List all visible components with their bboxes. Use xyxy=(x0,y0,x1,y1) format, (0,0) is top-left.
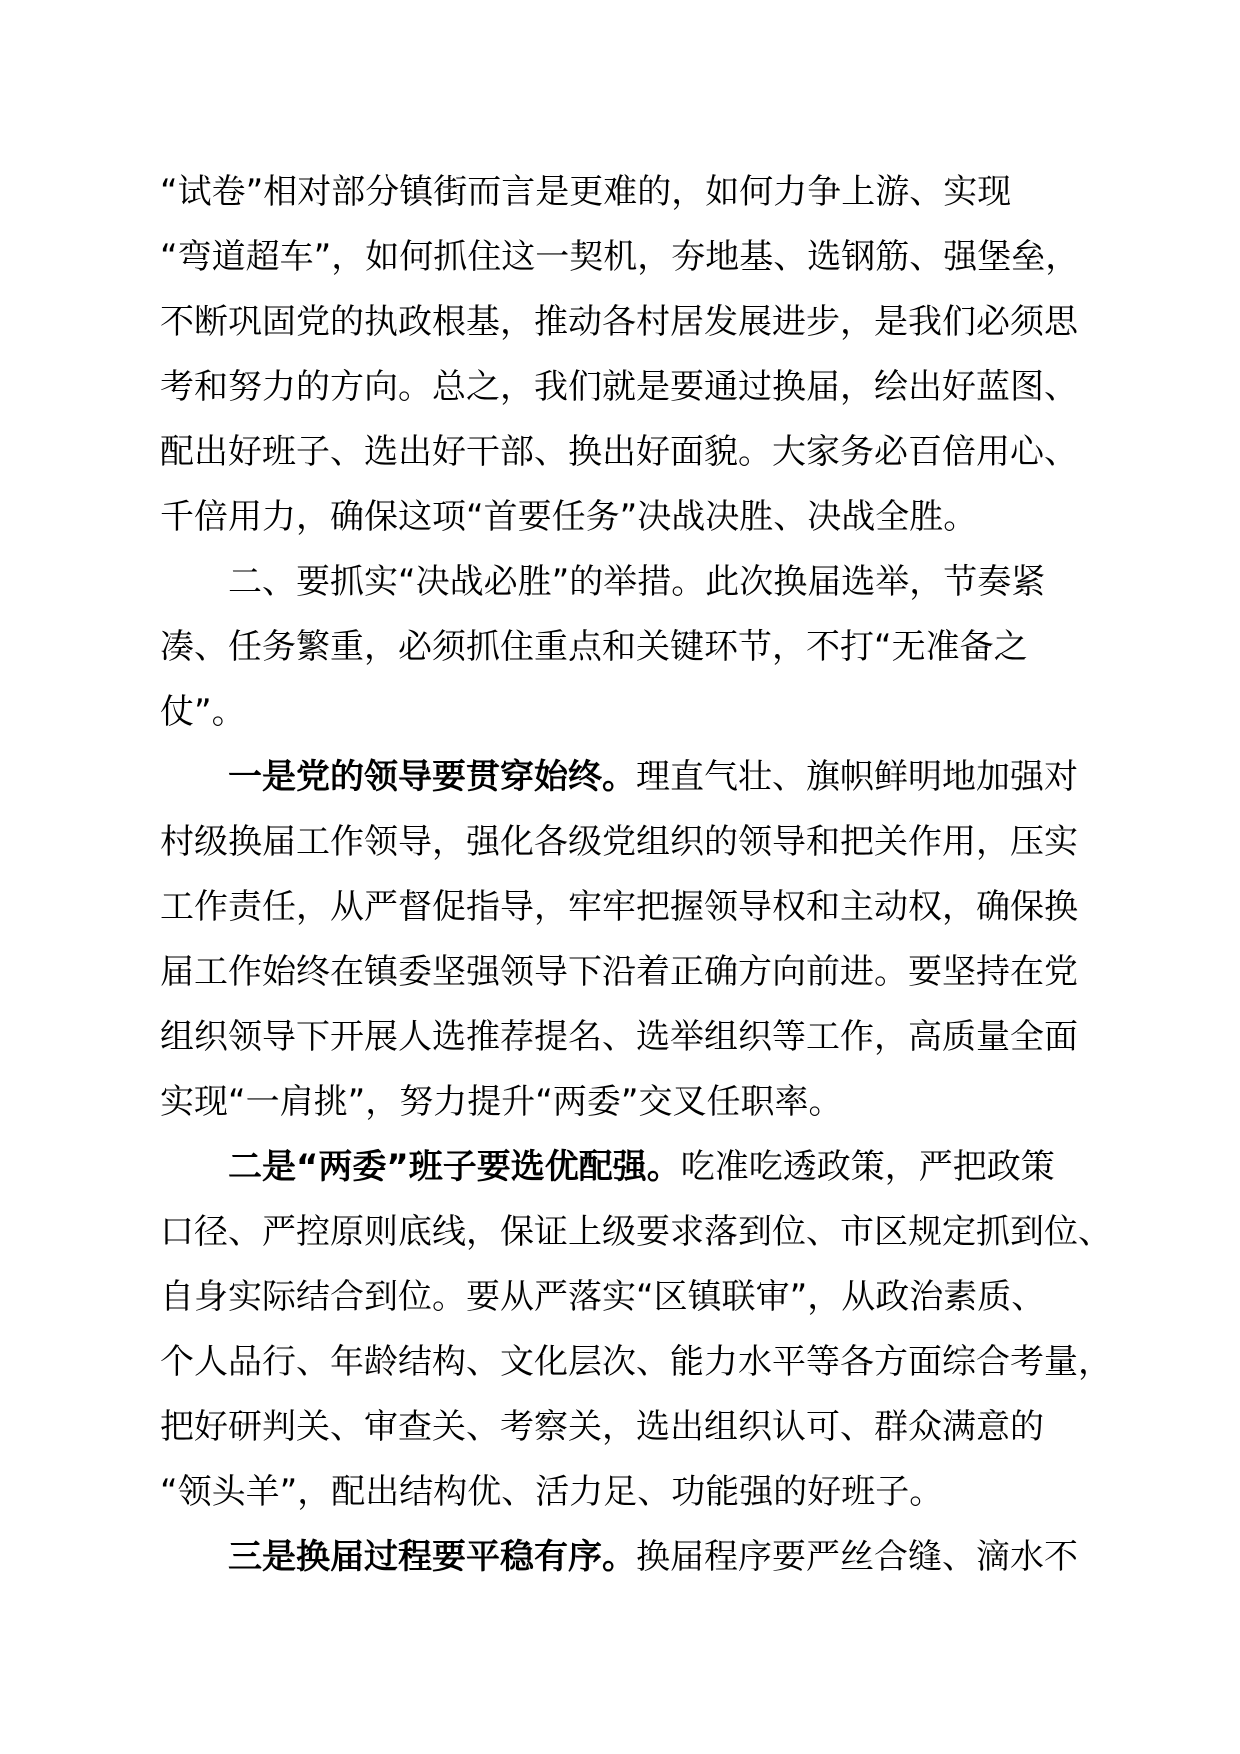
paragraph-2 xyxy=(160,550,1120,745)
text-line: 实现“一肩挑”，努力提升“两委”交叉任职率。 xyxy=(160,1082,843,1122)
text-line xyxy=(160,1525,1120,1590)
paragraph-5 xyxy=(160,1525,1120,1590)
text-line: 村级换届工作领导，强化各级党组织的领导和把关作用，压实 xyxy=(160,822,1078,862)
text-line: 仗”。 xyxy=(160,692,246,732)
paragraph-text: 理直气壮、旗帜鲜明地加强对 xyxy=(636,757,1078,797)
text-line: 自身实际结合到位。要从严落实“区镇联审”，从政治素质、 xyxy=(160,1277,1046,1317)
text-line: “试卷”相对部分镇街而言是更难的，如何力争上游、实现 xyxy=(160,172,1012,212)
text-line: 工作责任，从严督促指导，牢牢把握领导权和主动权，确保换 xyxy=(160,887,1078,927)
text-line: 配出好班子、选出好干部、换出好面貌。大家务必百倍用心、 xyxy=(160,432,1078,472)
paragraph-text: 换届程序要严丝合缝、滴水不 xyxy=(636,1537,1078,1577)
paragraph-3 xyxy=(160,745,1120,1135)
text-line: 口径、严控原则底线，保证上级要求落到位、市区规定抓到位、 xyxy=(160,1212,1112,1252)
paragraph-1 xyxy=(160,160,1120,550)
paragraph-4 xyxy=(160,1135,1120,1525)
text-line: 千倍用力，确保这项“首要任务”决战决胜、决战全胜。 xyxy=(160,497,978,537)
paragraph-heading: 二是“两委”班子要选优配强。 xyxy=(228,1147,681,1187)
text-line: 届工作始终在镇委坚强领导下沿着正确方向前进。要坚持在党 xyxy=(160,952,1078,992)
text-line: 个人品行、年龄结构、文化层次、能力水平等各方面综合考量， xyxy=(160,1342,1112,1382)
paragraph-heading: 一是党的领导要贯穿始终。 xyxy=(228,757,636,797)
text-line: 把好研判关、审查关、考察关，选出组织认可、群众满意的 xyxy=(160,1407,1044,1447)
text-line: 二、要抓实“决战必胜”的举措。此次换届选举，节奏紧 xyxy=(228,562,1046,602)
text-line: 组织领导下开展人选推荐提名、选举组织等工作，高质量全面 xyxy=(160,1017,1078,1057)
text-line: “领头羊”，配出结构优、活力足、功能强的好班子。 xyxy=(160,1472,944,1512)
text-line: “弯道超车”，如何抓住这一契机，夯地基、选钢筋、强堡垒， xyxy=(160,237,1080,277)
document-body xyxy=(160,160,1120,1590)
text-line: 考和努力的方向。总之，我们就是要通过换届，绘出好蓝图、 xyxy=(160,367,1078,407)
text-line: 不断巩固党的执政根基，推动各村居发展进步，是我们必须思 xyxy=(160,302,1078,342)
text-line: 凑、任务繁重，必须抓住重点和关键环节，不打“无准备之 xyxy=(160,627,1028,667)
paragraph-heading: 三是换届过程要平稳有序。 xyxy=(228,1537,636,1577)
text-line xyxy=(160,1135,1120,1200)
text-line xyxy=(160,745,1120,810)
paragraph-text: 吃准吃透政策，严把政策 xyxy=(680,1147,1055,1187)
